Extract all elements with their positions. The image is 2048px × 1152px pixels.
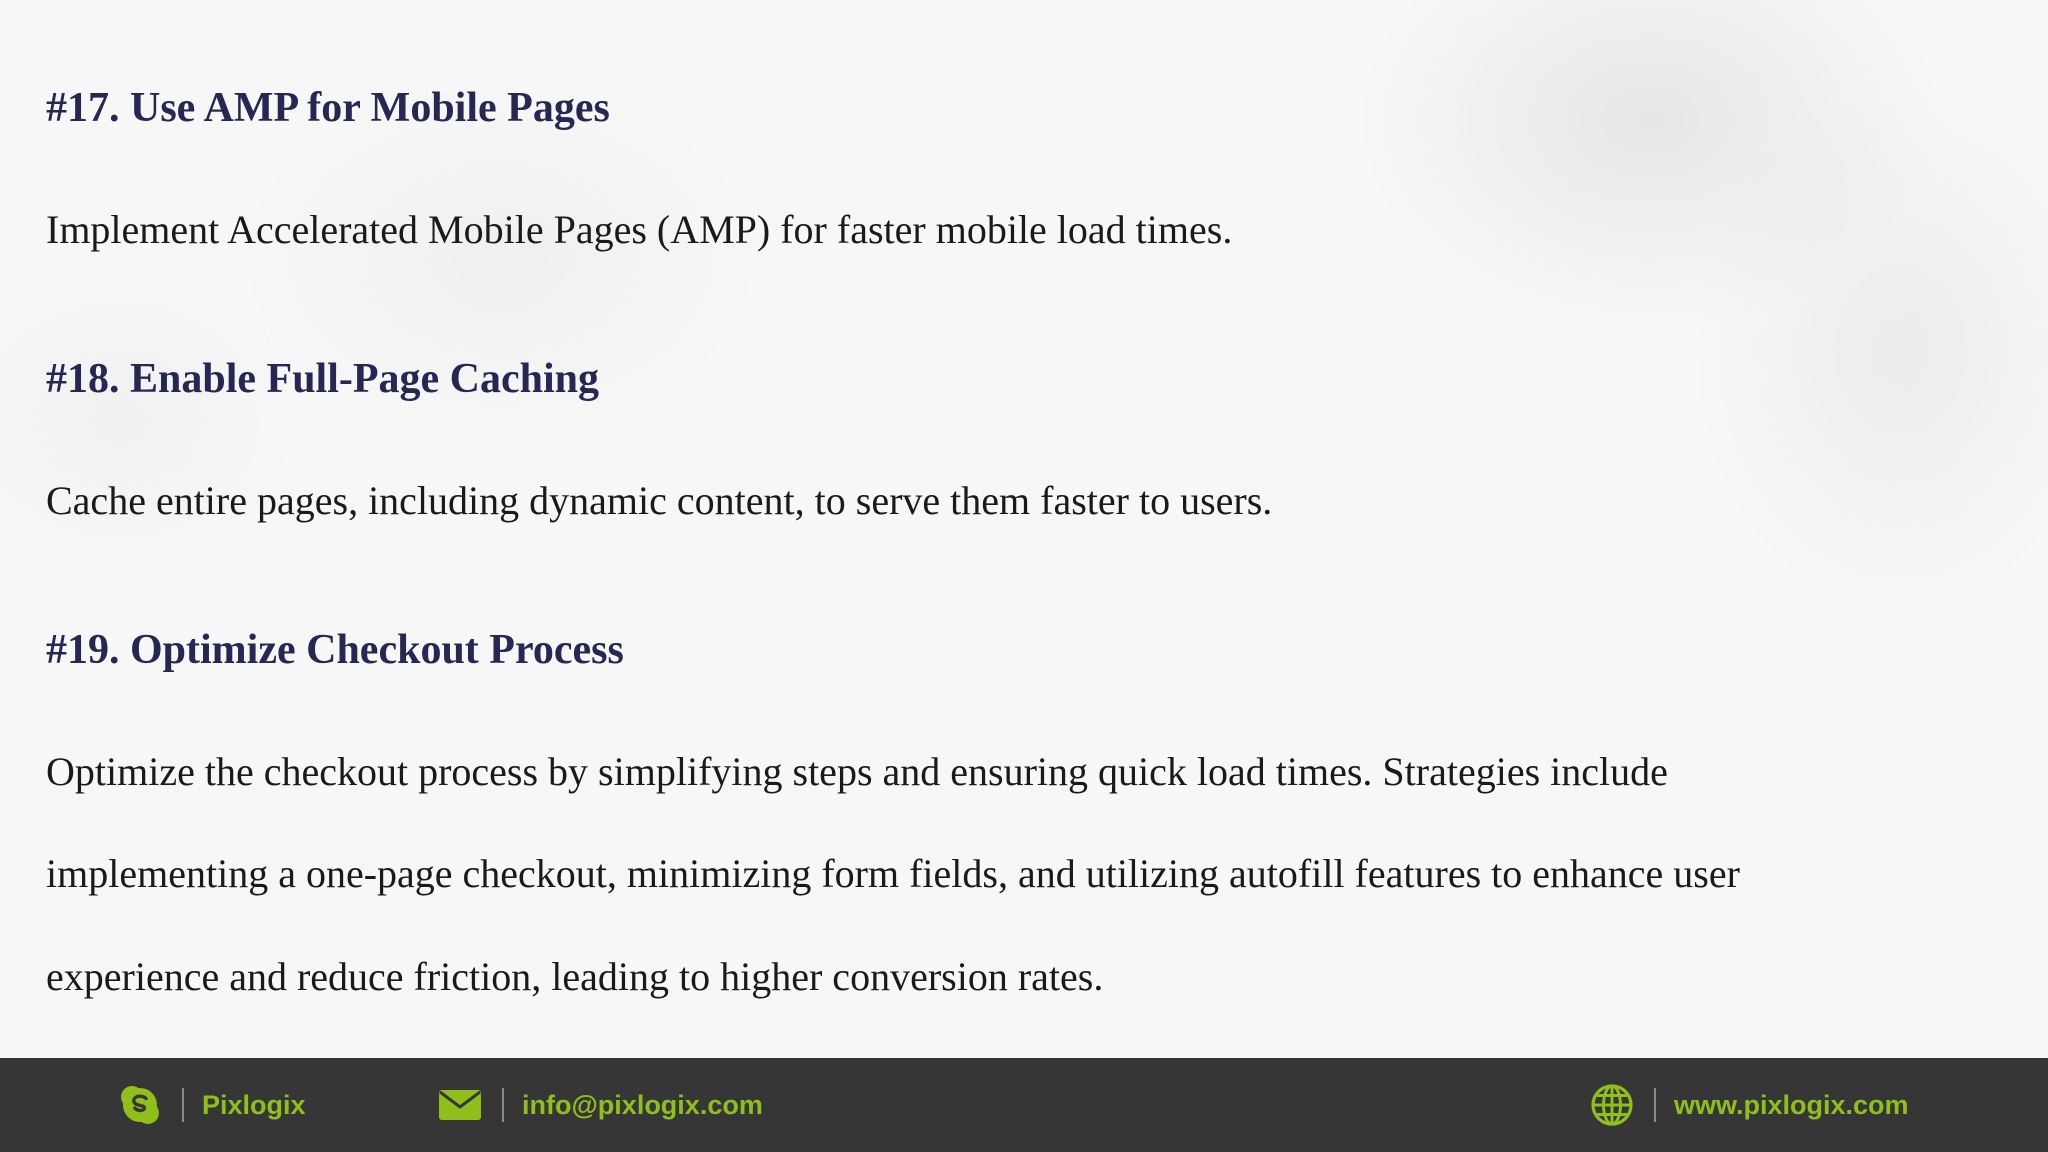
heading-17: #17. Use AMP for Mobile Pages — [46, 85, 610, 131]
footer-separator — [502, 1088, 504, 1122]
footer-skype[interactable] — [118, 1058, 306, 1152]
paragraph-19-line-1: Optimize the checkout process by simplifying steps and ensuring quick load times. Strategies include — [46, 749, 1668, 794]
footer-website[interactable] — [1590, 1058, 1909, 1152]
skype-label: Pixlogix — [202, 1089, 306, 1120]
envelope-icon — [438, 1083, 482, 1127]
skype-icon — [118, 1083, 162, 1127]
email-label: info@pixlogix.com — [522, 1089, 763, 1120]
heading-18: #18. Enable Full-Page Caching — [46, 356, 600, 402]
footer-separator — [182, 1088, 184, 1122]
globe-icon — [1590, 1083, 1634, 1127]
paragraph-17: Implement Accelerated Mobile Pages (AMP) for faster mobile load times. — [46, 207, 1233, 252]
website-label: www.pixlogix.com — [1674, 1089, 1909, 1120]
paragraph-18: Cache entire pages, including dynamic content, to serve them faster to users. — [46, 478, 1273, 523]
footer-bar — [0, 1058, 2048, 1152]
footer-email[interactable] — [438, 1058, 763, 1152]
paragraph-19-line-2: implementing a one-page checkout, minimizing form fields, and utilizing autofill features to enhance user — [46, 851, 1740, 896]
paragraph-19-line-3: experience and reduce friction, leading to higher conversion rates. — [46, 954, 1104, 999]
footer-separator — [1654, 1088, 1656, 1122]
heading-19: #19. Optimize Checkout Process — [46, 627, 624, 673]
